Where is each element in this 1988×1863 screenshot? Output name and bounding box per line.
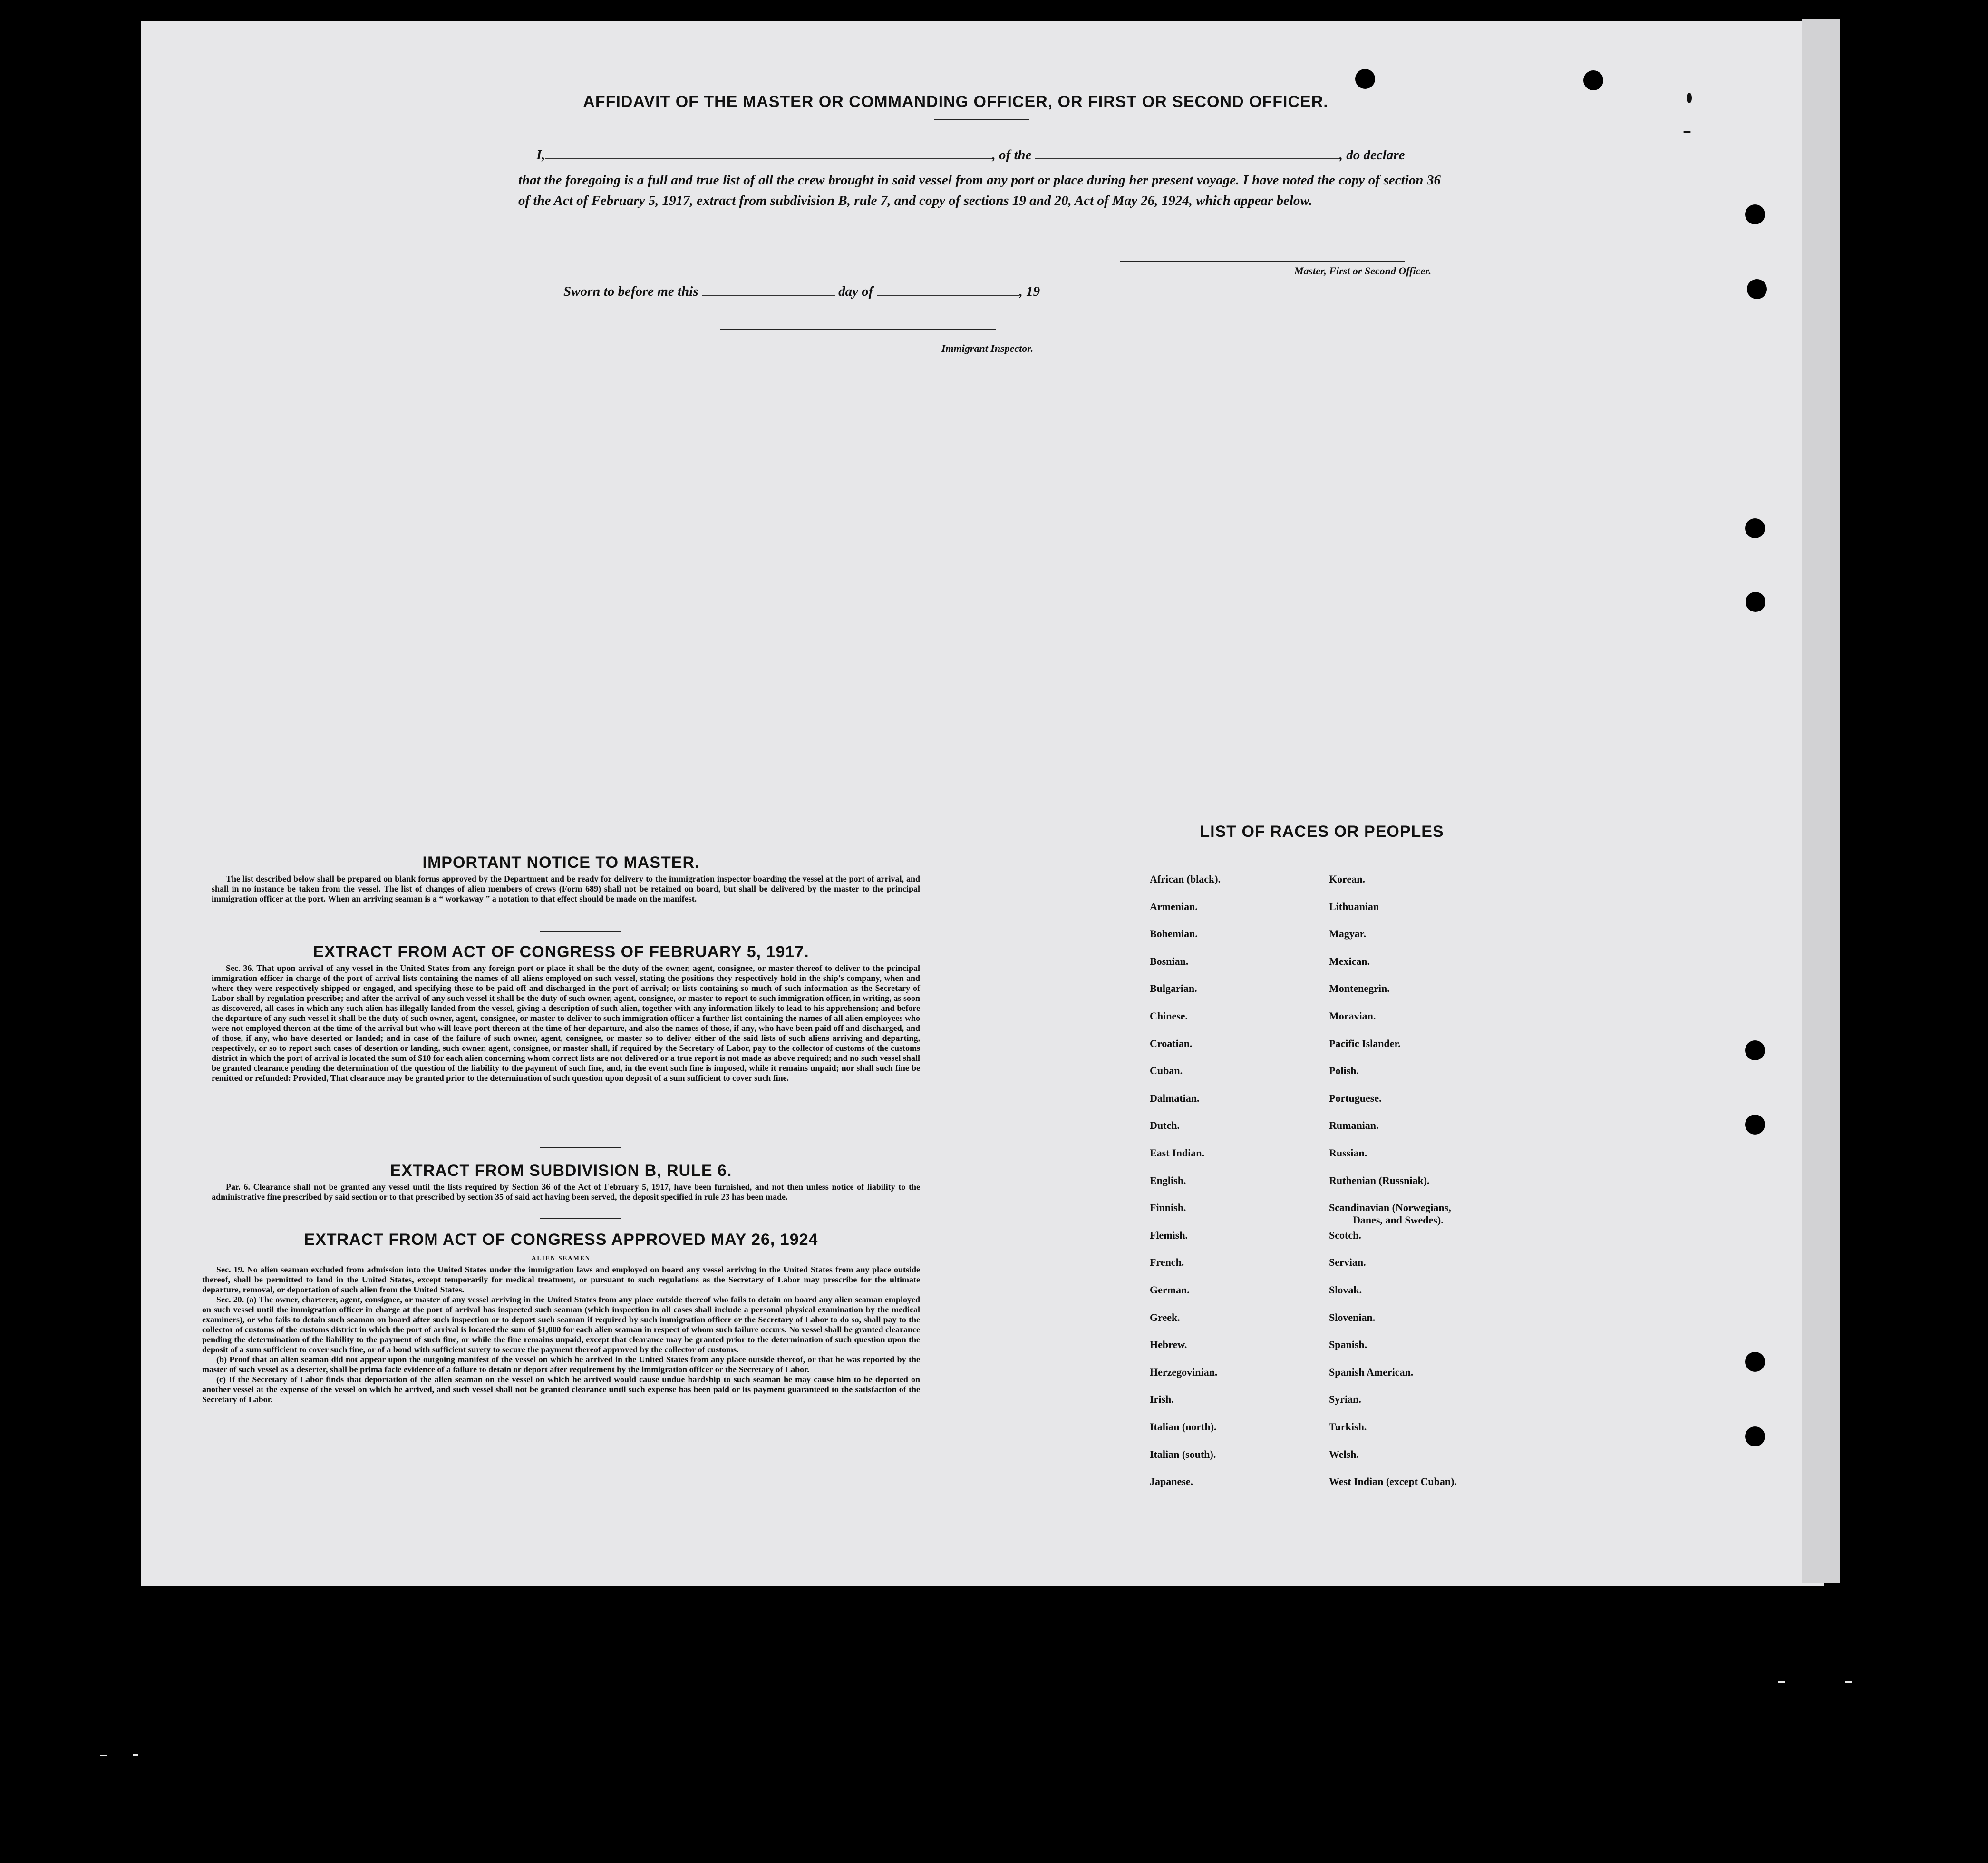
race-item: Hebrew. [1150, 1339, 1187, 1350]
binder-hole [1746, 592, 1765, 612]
race-item: Mexican. [1329, 955, 1370, 967]
race-item: Servian. [1329, 1256, 1366, 1268]
master-signature-line[interactable] [1120, 261, 1405, 262]
rule-6-title: EXTRACT FROM SUBDIVISION B, RULE 6. [390, 1162, 732, 1180]
extract-1924-text [202, 1265, 920, 1405]
races-title: LIST OF RACES OR PEOPLES [1200, 823, 1444, 841]
extract-1924-title: EXTRACT FROM ACT OF CONGRESS APPROVED MAY 26, 1924 [304, 1231, 818, 1249]
race-item: Slovak. [1329, 1284, 1362, 1296]
race-item: Croatian. [1150, 1038, 1193, 1049]
binder-hole [1745, 1426, 1765, 1446]
declarant-name-field[interactable] [545, 147, 992, 159]
binder-hole [1745, 1115, 1765, 1135]
race-item: German. [1150, 1284, 1190, 1296]
race-item: Armenian. [1150, 901, 1198, 912]
binder-hole [1745, 1040, 1765, 1060]
binding-edge [1802, 19, 1840, 1583]
race-item: Lithuanian [1329, 901, 1379, 912]
notice-text: The list described below shall be prepared on blank forms approved by the Department and be ready for delivery to the immigration inspector boarding the vessel at the port of arrival, and shall in no instance be taken from the vessel. The list of changes of alien members of crews (Form 689) shall not be retained on board, but shall be delivered by the master to the principal immigration officer at the port. When an arriving seaman is a “ workaway ” a notation to that effect should be made on the manifest. [212, 874, 920, 903]
race-item: African (black). [1150, 873, 1221, 885]
race-item: Spanish. [1329, 1339, 1367, 1350]
sworn-month-field[interactable] [877, 283, 1019, 296]
race-item: Magyar. [1329, 928, 1367, 940]
scan-speck [1845, 1681, 1852, 1683]
race-item: Scotch. [1329, 1229, 1361, 1241]
race-item: Portuguese. [1329, 1092, 1382, 1104]
race-item: Flemish. [1150, 1229, 1188, 1241]
race-item: Spanish American. [1329, 1366, 1414, 1378]
binder-hole [1745, 1352, 1765, 1372]
race-item: Bosnian. [1150, 955, 1189, 967]
inspector-label: Immigrant Inspector. [941, 342, 1034, 354]
master-signature-label: Master, First or Second Officer. [1294, 265, 1431, 277]
race-item: French. [1150, 1256, 1184, 1268]
race-item: Dutch. [1150, 1119, 1180, 1131]
race-item: Bulgarian. [1150, 982, 1197, 994]
race-item: Moravian. [1329, 1010, 1376, 1022]
race-item: Japanese. [1150, 1475, 1193, 1487]
affidavit-title: AFFIDAVIT OF THE MASTER OR COMMANDING OFFICER, OR FIRST OR SECOND OFFICER. [583, 93, 1329, 111]
race-item: Syrian. [1329, 1393, 1361, 1405]
race-item: Russian. [1329, 1147, 1367, 1159]
scan-speck [1778, 1681, 1785, 1683]
race-item: Polish. [1329, 1065, 1359, 1077]
binder-hole [1355, 69, 1375, 89]
race-item: Welsh. [1329, 1448, 1359, 1460]
race-item: Ruthenian (Russniak). [1329, 1174, 1430, 1186]
race-item: East Indian. [1150, 1147, 1204, 1159]
extract-1917-text: Sec. 36. That upon arrival of any vessel in the United States from any foreign port or place it shall be the duty of the owner, agent, consignee, or master thereof to deliver to the principal immigration officer in charge of the port of arrival lists containing the names of all aliens employed on such vessel, stating the positions they respectively hold in the ship's company, when and where they were respectively shipped or engaged, and specifying those to be paid off and discharged in the port of arrival; or lists containing so much of such information as the Secretary of Labor shall by regulation prescribe; and after the arrival of any such vessel it shall be the duty of such owner, agent, consignee, or master to report to such immigration officer, in writing, as soon as discovered, all cases in which any such alien has illegally landed from the vessel, giving a description of such alien, together with any information likely to lead to his apprehension; and before the departure of any such vessel it shall be the duty of such owner, agent, consignee, or master to deliver to such immigration officer a further list containing the names of all alien employees who were not employed thereon at the time of the arrival but who will leave port thereon at the time of her departure, and also the names of those, if any, who have been paid off and discharged, and of those, if any, who have deserted or landed; and in case of the failure of such owner, agent, consignee, or master so to deliver either of the said lists of such aliens arriving and departing, respectively, or so to report such cases of desertion or landing, such owner, agent, consignee, or master shall, if required by the Secretary of Labor, pay to the collector of customs of the customs district in which the port of arrival is located the sum of $10 for each alien concerning whom correct lists are not delivered or a true report is not made as above required; and no such vessel shall be granted clearance pending the determination of the question of the liability to the payment of such fine, and, in the event such fine is imposed, while it remains unpaid; nor shall such fine be remitted or refunded: Provided, That clearance may be granted prior to the determination of such question upon deposit of a sum sufficient to cover such fine. [212, 963, 920, 1083]
race-item: English. [1150, 1174, 1186, 1186]
race-item: Scandinavian (Norwegians, [1329, 1202, 1451, 1213]
inspector-signature-line[interactable] [720, 329, 996, 330]
race-item: Chinese. [1150, 1010, 1188, 1022]
sec-20a-text: Sec. 20. (a) The owner, charterer, agent, consignee, or master of any vessel arriving in the United States from any place outside thereof who fails to detain on board any alien seaman employed on such vessel until the immigration officer in charge at the port of arrival has inspected such seaman (which inspection in all cases shall include a personal physical examination by the medical examiners), or who fails to detain such seaman on board after such inspection or to deport such seaman if required by such immigration officer or the Secretary of Labor to do so, shall pay to the collector of customs of the customs district in which the port of arrival is located the sum of $1,000 for each alien seaman in respect of whom such failure occurs. No vessel shall be granted clearance pending the determination of the liability to the payment of such fine, or while the fine remains unpaid, except that clearance may be granted prior to the determination of such question upon the deposit of a sum sufficient to cover such fine, or of a bond with sufficient surety to secure the payment thereof approved by the collector of customs. [202, 1295, 920, 1354]
section-divider [540, 1218, 621, 1219]
extract-1917-title: EXTRACT FROM ACT OF CONGRESS OF FEBRUARY 5, 1917. [313, 943, 809, 961]
alien-seamen-subtitle: ALIEN SEAMEN [531, 1254, 591, 1261]
scan-speck [1683, 131, 1691, 133]
binder-hole [1745, 204, 1765, 224]
vessel-name-field[interactable] [1035, 147, 1339, 159]
declarant-prefix: I, [536, 147, 545, 163]
sworn-line [563, 281, 1182, 302]
scan-speck [133, 1754, 138, 1756]
scan-speck [1687, 93, 1692, 103]
binder-hole [1745, 518, 1765, 538]
race-item: Dalmatian. [1150, 1092, 1200, 1104]
race-item: Turkish. [1329, 1421, 1367, 1433]
notice-title: IMPORTANT NOTICE TO MASTER. [422, 854, 700, 872]
section-divider [540, 1147, 621, 1148]
sworn-prefix: Sworn to before me this [563, 284, 698, 299]
binder-hole [1747, 279, 1767, 299]
year-label: , 19 [1019, 284, 1040, 299]
day-of-label: day of [838, 284, 873, 299]
sec-19-text: Sec. 19. No alien seaman excluded from admission into the United States under the immigration laws and employed on board any vessel arriving in the United States from any place outside thereof, shall be permitted to land in the United States, except temporarily for medical treatment, or pursuant to such regulations as the Secretary of Labor may prescribe for the ultimate departure, removal, or deportation of such alien from the United States. [202, 1265, 920, 1294]
sworn-day-field[interactable] [702, 283, 835, 296]
binder-hole [1583, 70, 1603, 90]
section-divider [540, 931, 621, 932]
race-item: Cuban. [1150, 1065, 1183, 1077]
affidavit-declaration-line [536, 145, 1440, 165]
race-item: Slovenian. [1329, 1311, 1376, 1323]
do-declare-label: , do declare [1339, 147, 1405, 163]
race-item: Irish. [1150, 1393, 1174, 1405]
race-item: Finnish. [1150, 1202, 1186, 1213]
race-item-continuation: Danes, and Swedes). [1353, 1214, 1444, 1226]
race-item: Greek. [1150, 1311, 1180, 1323]
race-item: Montenegrin. [1329, 982, 1390, 994]
race-item: Italian (south). [1150, 1448, 1216, 1460]
race-item: Rumanian. [1329, 1119, 1379, 1131]
sec-20b-text: (b) Proof that an alien seaman did not appear upon the outgoing manifest of the vessel on which he arrived in the United States from any place outside thereof, or that he was reported by the master of such vessel as a deserter, shall be prima facie evidence of a failure to detain or deport after requirement by the immigration officer or the Secretary of Labor. [202, 1355, 920, 1374]
affidavit-body: that the foregoing is a full and true list of all the crew brought in said vessel from any port or place during her present voyage. I have noted the copy of section 36 of the Act of February 5, 1917, extract from subdivision B, rule 7, and copy of sections 19 and 20, Act of May 26, 1924, which appear below. [518, 173, 1441, 208]
race-item: Italian (north). [1150, 1421, 1217, 1433]
scan-speck [100, 1755, 107, 1756]
race-item: Herzegovinian. [1150, 1366, 1218, 1378]
race-item: Pacific Islander. [1329, 1038, 1401, 1049]
rule-6-text: Par. 6. Clearance shall not be granted any vessel until the lists required by Section 36 of the Act of February 5, 1917, have been furnished, and not then unless notice of liability to the administrative fine prescribed by said section or to that prescribed by section 35 of said act having been served, the deposit specified in rule 23 has been made. [212, 1182, 920, 1202]
race-item: Korean. [1329, 873, 1365, 885]
race-item: West Indian (except Cuban). [1329, 1475, 1457, 1487]
title-divider [934, 119, 1029, 120]
race-item: Bohemian. [1150, 928, 1198, 940]
sec-20c-text: (c) If the Secretary of Labor finds that deportation of the alien seaman on the vessel on which he arrived would cause undue hardship to such seaman he may cause him to be deported on another vessel at the expense of the vessel on which he arrived, and such vessel shall not be granted clearance until such expense has been paid or its payment guaranteed to the satisfaction of the Secretary of Labor. [202, 1375, 920, 1404]
of-the-label: , of the [992, 147, 1032, 163]
